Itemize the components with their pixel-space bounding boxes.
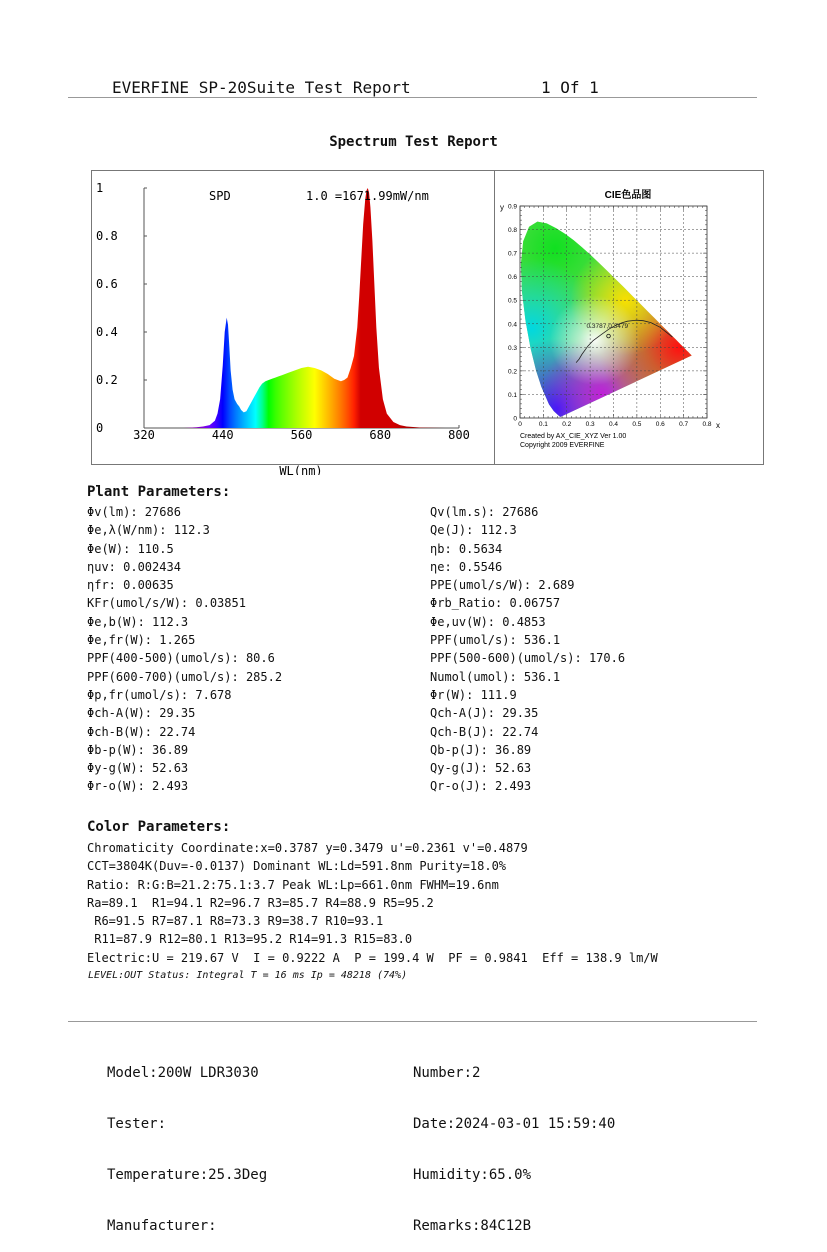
footer-number: Number:2 <box>413 1065 481 1081</box>
footer-temperature: Temperature:25.3Deg <box>107 1167 268 1183</box>
plant-parameter: ηfr: 0.00635 <box>87 578 174 593</box>
plant-parameter: Numol(umol): 536.1 <box>430 669 561 684</box>
header-divider <box>68 97 757 98</box>
cie-credit-line1: Created by AX_CIE_XYZ Ver 1.00 <box>520 433 627 440</box>
cie-y-tick-label: 0.3 <box>507 344 517 352</box>
color-parameter-line: Ra=89.1 R1=94.1 R2=96.7 R3=85.7 R4=88.9 R5=95.2 <box>87 895 434 910</box>
spd-x-tick-label: 800 <box>448 428 470 442</box>
footer-manufacturer: Manufacturer: <box>107 1218 217 1234</box>
spd-x-tick-label: 320 <box>133 428 155 442</box>
spd-label: SPD <box>209 189 231 203</box>
plant-parameter: PPF(600-700)(umol/s): 285.2 <box>87 669 283 684</box>
report-header-title: EVERFINE SP-20Suite Test Report <box>112 78 411 97</box>
spd-curve-area <box>183 188 446 428</box>
plant-parameter: Φe(W): 110.5 <box>87 541 174 556</box>
footer-humidity: Humidity:65.0% <box>413 1167 532 1183</box>
plant-parameter: Φy-g(W): 52.63 <box>87 761 189 776</box>
plant-parameter: KFr(umol/s/W): 0.03851 <box>87 596 246 611</box>
plant-parameter: Φr(W): 111.9 <box>430 687 517 702</box>
color-parameters-block <box>87 839 658 967</box>
spd-chart <box>91 170 495 475</box>
cie-title: CIE色品图 <box>604 190 652 201</box>
plant-parameter: Φe,b(W): 112.3 <box>87 614 189 629</box>
plant-parameter: Φe,fr(W): 1.265 <box>87 633 196 648</box>
color-parameters-heading: Color Parameters: <box>87 819 231 835</box>
spd-scale-note: 1.0 =1671.99mW/nm <box>306 189 429 203</box>
plant-parameter: Φb-p(W): 36.89 <box>87 742 189 757</box>
color-parameter-line: Electric:U = 219.67 V I = 0.9222 A P = 199.4 W PF = 0.9841 Eff = 138.9 lm/W <box>87 950 658 965</box>
spd-y-tick-label: 0.8 <box>96 229 118 243</box>
plant-parameter: Qv(lm.s): 27686 <box>430 505 539 519</box>
plant-parameter: Qy-g(J): 52.63 <box>430 761 532 776</box>
spd-y-tick-label: 0.6 <box>96 277 118 291</box>
cie-x-tick-label: 0.2 <box>562 421 572 428</box>
plant-parameter: Qch-B(J): 22.74 <box>430 724 539 739</box>
cie-x-tick-label: 0.4 <box>608 421 619 428</box>
plant-parameter: Φrb_Ratio: 0.06757 <box>430 596 561 611</box>
spd-y-tick-label: 1 <box>96 181 104 195</box>
footer-date: Date:2024-03-01 15:59:40 <box>413 1116 616 1132</box>
plant-parameters-heading: Plant Parameters: <box>87 484 231 500</box>
plant-parameter: Φch-B(W): 22.74 <box>87 724 196 739</box>
page-indicator: 1 Of 1 <box>541 78 599 97</box>
measurement-status-line: LEVEL:OUT Status: Integral T = 16 ms Ip = 48218 (74%) <box>88 970 408 981</box>
cie-x-tick-label: 0.8 <box>702 421 712 428</box>
cie-chart <box>494 170 762 463</box>
cie-y-tick-label: 0.7 <box>507 250 517 258</box>
plant-parameter: Qb-p(J): 36.89 <box>430 742 532 757</box>
spd-x-tick-label: 560 <box>290 428 313 442</box>
report-title: Spectrum Test Report <box>329 134 498 150</box>
color-parameter-line: Ratio: R:G:B=21.2:75.1:3.7 Peak WL:Lp=661.0nm FWHM=19.6nm <box>87 877 499 892</box>
plant-parameter: Φe,uv(W): 0.4853 <box>430 614 546 629</box>
plant-parameters-right-column <box>430 503 625 796</box>
color-parameter-line: CCT=3804K(Duv=-0.0137) Dominant WL:Ld=591.8nm Purity=18.0% <box>87 859 507 874</box>
color-parameter-line: R6=91.5 R7=87.1 R8=73.3 R9=38.7 R10=93.1 <box>87 914 384 929</box>
cie-x-tick-label: 0.3 <box>585 421 595 428</box>
plant-parameter: Qch-A(J): 29.35 <box>430 706 539 721</box>
plant-parameter: Φr-o(W): 2.493 <box>87 779 189 794</box>
spd-y-tick-label: 0.4 <box>96 325 118 339</box>
spd-x-tick-label: 440 <box>211 428 234 442</box>
color-parameter-line: R11=87.9 R12=80.1 R13=95.2 R14=91.3 R15=83.0 <box>87 932 413 947</box>
cie-y-tick-label: 0.2 <box>507 368 517 376</box>
cie-x-tick-label: 0.5 <box>632 421 642 428</box>
footer-right <box>413 1031 615 1252</box>
cie-y-tick-label: 0.1 <box>507 391 517 399</box>
spd-y-tick-label: 0.2 <box>96 373 118 387</box>
cie-y-tick-label: 0.6 <box>507 274 517 282</box>
plant-parameter: ηb: 0.5634 <box>430 541 503 556</box>
plant-parameter: Φv(lm): 27686 <box>87 505 181 519</box>
plant-parameter: Φe,λ(W/nm): 112.3 <box>87 523 210 538</box>
footer-model: Model:200W LDR3030 <box>107 1065 259 1081</box>
plant-parameter: ηuv: 0.002434 <box>87 559 181 574</box>
plant-parameter: PPF(400-500)(umol/s): 80.6 <box>87 651 275 666</box>
cie-white-point-area <box>550 295 640 385</box>
spd-y-tick-label: 0 <box>96 421 104 435</box>
footer-tester: Tester: <box>107 1116 167 1132</box>
cie-y-tick-label: 0.4 <box>507 321 517 329</box>
footer-divider <box>68 1021 757 1022</box>
chromaticity-point-label: 0.3787,0.3479 <box>586 323 629 331</box>
cie-x-tick-label: 0.6 <box>655 421 665 428</box>
cie-y-tick-label: 0.8 <box>507 227 517 235</box>
cie-y-tick-label: 0 <box>513 415 517 423</box>
cie-y-axis-letter: y <box>500 203 504 212</box>
plant-parameter: PPF(500-600)(umol/s): 170.6 <box>430 651 626 666</box>
plant-parameter: Φp,fr(umol/s): 7.678 <box>87 687 232 702</box>
cie-y-tick-label: 0.9 <box>507 203 517 211</box>
cie-credit-line2: Copyright 2009 EVERFINE <box>520 442 605 449</box>
plant-parameter: Φch-A(W): 29.35 <box>87 706 196 721</box>
cie-x-tick-label: 0.1 <box>538 421 548 428</box>
cie-x-axis-letter: x <box>716 421 720 430</box>
footer-remarks: Remarks:84C12B <box>413 1218 532 1234</box>
footer-left <box>107 1031 267 1252</box>
spd-x-axis-label: WL(nm) <box>279 464 323 475</box>
plant-parameter: PPE(umol/s/W): 2.689 <box>430 578 575 593</box>
plant-parameter: Qr-o(J): 2.493 <box>430 779 532 794</box>
spd-x-tick-label: 680 <box>369 428 392 442</box>
cie-y-tick-label: 0.5 <box>507 297 517 305</box>
cie-x-tick-label: 0 <box>518 421 522 428</box>
plant-parameter: Qe(J): 112.3 <box>430 523 517 538</box>
plant-parameter: PPF(umol/s): 536.1 <box>430 633 561 648</box>
plant-parameters-left-column <box>87 503 282 796</box>
color-parameter-line: Chromaticity Coordinate:x=0.3787 y=0.3479 u'=0.2361 v'=0.4879 <box>87 841 528 855</box>
cie-x-tick-label: 0.7 <box>679 421 689 428</box>
plant-parameter: ηe: 0.5546 <box>430 559 503 574</box>
